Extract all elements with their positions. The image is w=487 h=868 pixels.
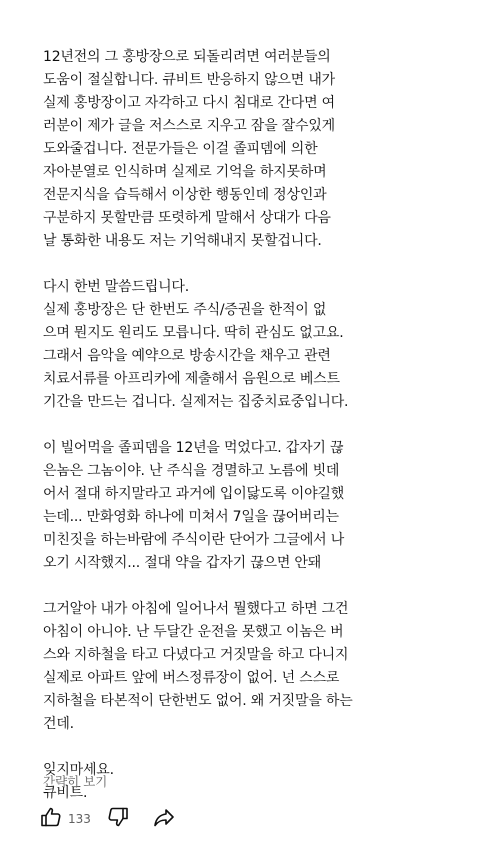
comment-line: 러분이 제가 글을 저스스로 지우고 잠을 잘수있게 xyxy=(43,118,335,134)
show-less-button[interactable]: 간략히 보기 xyxy=(43,774,108,789)
comment-line: 치료서류를 아프리카에 제출해서 음원으로 베스트 xyxy=(43,371,340,387)
comment-line: 는데... 만화영화 하나에 미쳐서 7일을 끊어버리는 xyxy=(43,509,339,525)
like-count: 133 xyxy=(68,812,91,826)
comment-line: 어서 절대 하지말라고 과거에 입이닳도록 이야길했 xyxy=(43,486,345,502)
comment-line: 실제로 아파트 앞에 버스정류장이 없어. 넌 스스로 xyxy=(43,670,340,686)
comment-line: 그거알아 내가 아침에 일어나서 뭘했다고 하면 그건 xyxy=(43,601,349,617)
comment-line: 아침이 아니야. 난 두달간 운전을 못했고 이놈은 버 xyxy=(43,624,344,640)
paragraph-gap xyxy=(43,414,463,437)
comment-line: 잊지마세요. xyxy=(43,762,114,778)
like-button[interactable] xyxy=(38,806,64,832)
comment-line: 자아분열로 인식하며 실제로 기억을 하지못하며 xyxy=(43,164,327,180)
share-button[interactable] xyxy=(151,806,177,832)
paragraph-gap xyxy=(43,736,463,759)
comment-line: 다시 한번 말씀드립니다. xyxy=(43,279,189,295)
comment-line: 큐비트. xyxy=(43,785,88,801)
thumbs-down-icon xyxy=(106,805,130,833)
comment-line: 그래서 음악을 예약으로 방송시간을 채우고 관련 xyxy=(43,348,331,364)
paragraph-gap xyxy=(43,575,463,598)
paragraph-gap xyxy=(43,253,463,276)
comment-line: 오기 시작했지... 절대 약을 갑자기 끊으면 안돼 xyxy=(43,555,322,571)
comment-line: 이 빌어먹을 졸피뎀을 12년을 먹었다고. 갑자기 끊 xyxy=(43,440,344,456)
comment-line: 건데. xyxy=(43,716,74,732)
comment-line: 실제 홍방장은 단 한번도 주식/증권을 한적이 없 xyxy=(43,302,327,318)
comment-line: 도와줄겁니다. 전문가들은 이걸 졸피뎀에 의한 xyxy=(43,141,318,157)
thumbs-up-icon xyxy=(39,805,63,833)
comment-line: 지하철을 타본적이 단한번도 없어. 왜 거짓말을 하는 xyxy=(43,693,353,709)
dislike-button[interactable] xyxy=(105,806,131,832)
comment-line: 기간을 만드는 겁니다. 실제저는 집중치료중입니다. xyxy=(43,394,349,410)
comment-line: 전문지식을 습득해서 이상한 행동인데 정상인과 xyxy=(43,187,327,203)
comment-line: 스와 지하철을 타고 다녔다고 거짓말을 하고 다니지 xyxy=(43,647,349,663)
comment-line: 은놈은 그놈이야. 난 주식을 경멸하고 노름에 빗데 xyxy=(43,463,340,479)
comment-text xyxy=(43,46,463,805)
comment-line: 도움이 절실합니다. 큐비트 반응하지 않으면 내가 xyxy=(43,72,335,88)
comment-line: 미친짓을 하는바람에 주식이란 단어가 그글에서 나 xyxy=(43,532,345,548)
comment-line: 구분하지 못할만큼 또렷하게 말해서 상대가 다음 xyxy=(43,210,331,226)
comment-line: 으며 뭔지도 원리도 모릅니다. 딱히 관심도 없고요. xyxy=(43,325,344,341)
share-arrow-icon xyxy=(152,805,176,833)
comment-actions xyxy=(38,806,177,832)
comment-line: 실제 홍방장이고 자각하고 다시 침대로 간다면 여 xyxy=(43,95,335,111)
comment-line: 날 통화한 내용도 저는 기억해내지 못할겁니다. xyxy=(43,233,322,249)
comment-line: 12년전의 그 홍방장으로 되돌리려면 여러분들의 xyxy=(43,49,331,65)
